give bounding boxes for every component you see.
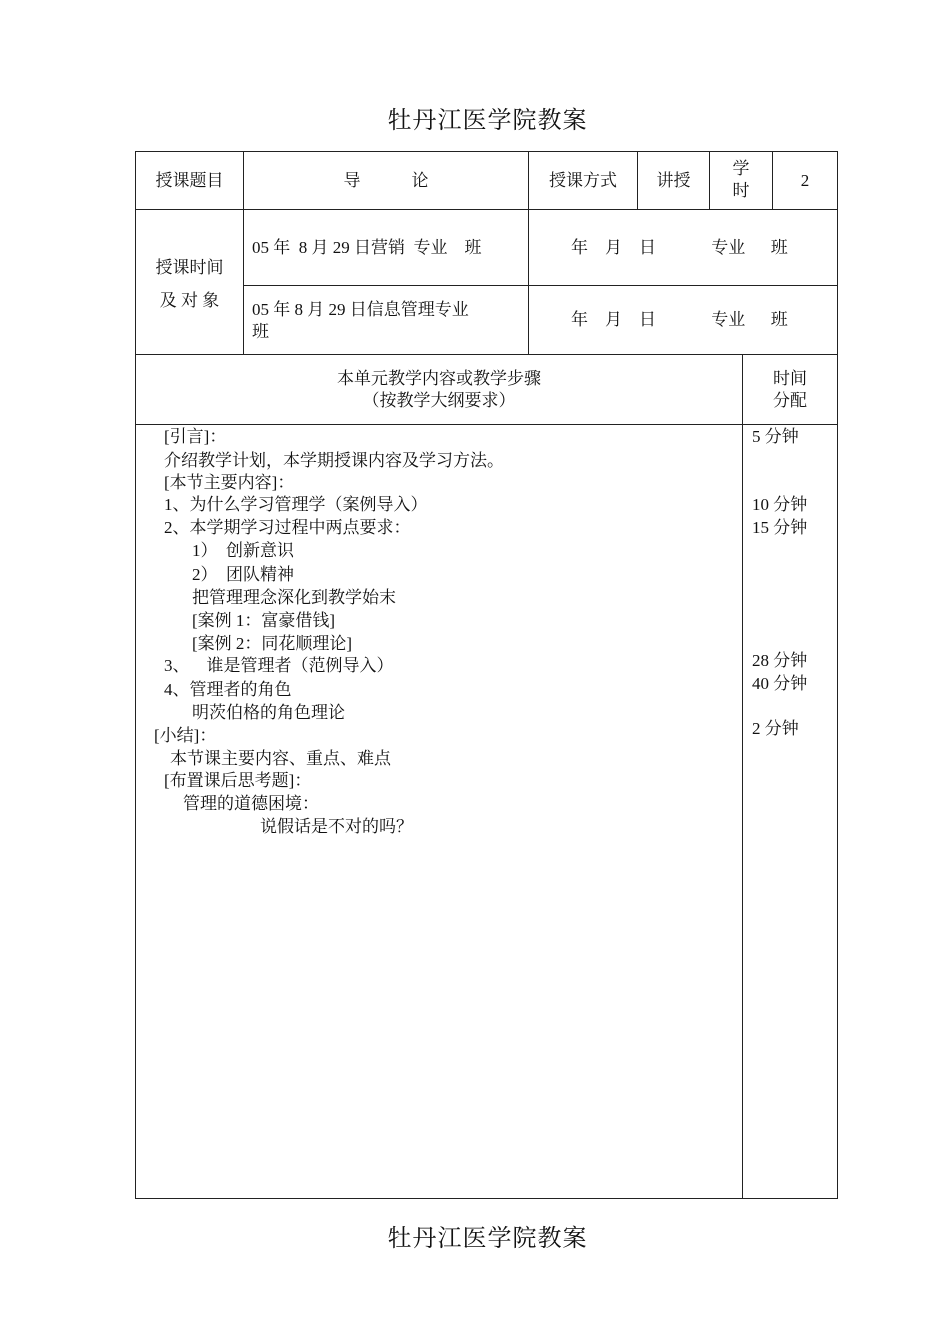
content-line: 管理的道德困境： [183,794,319,813]
content-header-line2: （按教学大纲要求） [362,391,516,410]
schedule-row2-right: 年 月 日 专业 班 [571,310,788,329]
row-divider [135,354,838,355]
row-divider [135,209,838,210]
topic-label: 授课题目 [155,171,224,190]
method-value: 讲授 [656,171,691,190]
content-line: [案例 1：富豪借钱] [192,611,336,630]
content-line: 4、管理者的角色 [164,680,292,699]
content-line: 介绍教学计划，本学期授课内容及学习方法。 [164,451,504,470]
content-line: 2） 团队精神 [192,565,294,584]
time-allocation-item: 28 分钟 [752,651,808,670]
content-line: [小结]： [154,726,217,745]
content-line: 1） 创新意识 [192,541,294,560]
schedule-row2-left-1: 05 年 8 月 29 日信息管理专业 [252,300,469,319]
schedule-row1-left: 05 年 8 月 29 日营销 专业 班 [252,238,482,257]
content-line: [引言]： [164,427,227,446]
time-allocation-item: 2 分钟 [752,719,799,738]
method-label: 授课方式 [549,171,617,190]
hours-label-1: 学 [732,159,750,178]
time-allocation-item: 5 分钟 [752,427,799,446]
time-header-line2: 分配 [773,391,807,410]
content-line: [本节主要内容]： [164,473,295,492]
content-line: 3、 谁是管理者（范例导入） [164,656,394,675]
time-allocation-item: 40 分钟 [752,674,808,693]
time-header-line1: 时间 [773,369,807,388]
schedule-label-1: 授课时间 [155,258,224,277]
row-divider [243,285,838,286]
content-line: 说假话是不对的吗？ [260,817,413,836]
content-line: 1、为什么学习管理学（案例导入） [164,495,428,514]
content-line: [案例 2：同花顺理论] [192,634,353,653]
page-footer-title: 牡丹江医学院教案 [387,1226,588,1252]
schedule-label-2: 及 对 象 [159,291,220,310]
content-line: 2、本学期学习过程中两点要求： [164,518,411,537]
col-divider [742,354,743,1199]
time-allocation-item: 10 分钟 [752,495,808,514]
hours-label-2: 时 [732,181,750,200]
time-allocation-item: 15 分钟 [752,518,808,537]
content-header-line1: 本单元教学内容或教学步骤 [337,369,541,388]
schedule-row1-right: 年 月 日 专业 班 [571,238,788,257]
content-line: 明茨伯格的角色理论 [192,703,345,722]
page-title: 牡丹江医学院教案 [387,108,588,134]
content-line: 把管理理念深化到教学始末 [192,588,396,607]
schedule-row2-left-2: 班 [252,322,269,341]
topic-value: 导 论 [343,171,429,190]
hours-value: 2 [800,171,810,190]
content-line: 本节课主要内容、重点、难点 [170,749,391,768]
content-line: [布置课后思考题]： [164,771,312,790]
row-divider [135,424,838,425]
